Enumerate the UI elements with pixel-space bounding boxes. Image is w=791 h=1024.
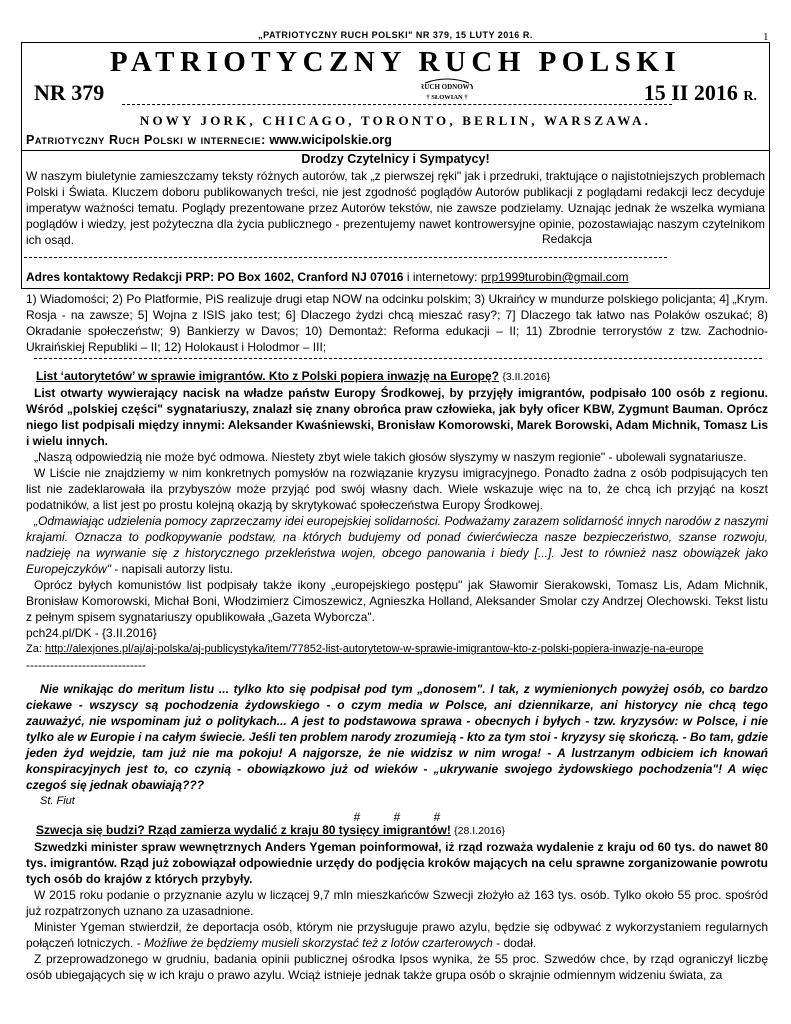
- divider: [34, 358, 762, 359]
- address-rest: i internetowy:: [403, 270, 481, 284]
- article-paragraph: W 2015 roku podanie o przyznanie azylu w liczącej 9,7 mln mieszkańców Szwecji złożyło aż 163 tys. osób. Tylko około 55 proc. spośród już rozpatrzonych uznano za uzasadnione.: [26, 888, 768, 918]
- article-paragraph: Z przeprowadzonego w grudniu, badania opinii publicznej ośrodka Ipsos wynika, że 55 proc. Szwedów chce, by rząd ograniczył liczbę osób ubiegających się w ich kraju o prawo azylu. Wciąż istnieje jednak także grupa osób o skrajnie odmiennym widzeniu świata, za: [26, 952, 768, 982]
- cities-line: NOWY JORK, CHICAGO, TORONTO, BERLIN, WARSZAWA.: [139, 113, 652, 128]
- article-sweden: [26, 822, 768, 983]
- source-link[interactable]: http://alexjones.pl/aj/aj-polska/aj-publicystyka/item/77852-list-autorytetow-w-sprawie-imigrantow-kto-z-polski-popiera-inwazje-na-europe: [44, 643, 704, 655]
- date-text: 15 II 2016: [643, 80, 738, 105]
- article-lead: List otwarty wywierający nacisk na władze państw Europy Środkowej, by przyjęły imigrantów, podpisało 100 osób z regionu. Wśród „polskiej części" sygnatariuszy, znalazł się znany obrońca praw człowieka, jak były oficer KBW, Zygmunt Bauman. Oprócz niego list podpisali między innymi: Aleksander Kwaśniewski, Bronisław Komorowski, Marek Borowski, Adam Michnik, Tomasz Lis i wielu innych.: [26, 386, 768, 448]
- article-paragraph: Oprócz byłych komunistów list podpisały także ikony „europejskiego postępu" jak Sławomir Sierakowski, Tomasz Lis, Adam Michnik, Bronisław Komorowski, Michał Boni, Włodzimierz Cimoszewicz, Agnieszka Holland, Aleksander Smolar czy Andrzej Olechowski. Tekst listu z pełnym spisem sygnatariuszy opublikowała „Gazeta Wyborcza".: [26, 578, 768, 624]
- issue-number: NR 379: [34, 80, 105, 105]
- paragraph-text: Minister Ygeman stwierdził, że deportacja osób, którym nie przysługuje prawo azylu, będzie się odbywać z wykorzystaniem regularnych połączeń lotniczych. -: [26, 920, 768, 950]
- date-suffix: R.: [743, 89, 757, 104]
- intro-text: W naszym biuletynie zamieszczamy teksty różnych autorów, tak „z pierwszej ręki" jak i przedruki, traktujące o najistotniejszych problemach Polski i Świata. Kluczem doboru publikowanych treści, nie jest zgodność poglądów Autorów publikacji z poglądami redakcji lecz decyduje imperatyw ważności tematu. Poglądy prezentowane przez Autorów tekstów, nie zawsze podzielamy. Uznając jednak że wszelka wymiana poglądów i wiedzy, jest pożyteczna dla życia publicznego - prezentujemy nawet kontrowersyjne opinie, pozostawiając naszym czytelnikom ich osąd.: [26, 169, 765, 247]
- address-value: : PO Box 1602, Cranford NJ 07016: [210, 270, 404, 284]
- editor-comment: Nie wnikając do meritum listu ... tylko kto się podpisał pod tym „donosem". I tak, z wymienionych powyżej osób, co bardzo ciekawe - wszyscy są pochodzenia żydowskiego - o czym media w Polsce, ani dziennikarze, ani historycy nie chcą tego zauważyć, nie wspominam już o politykach... A jest to podstawowa sprawa - obecnych i byłych - tzw. kryzysów: w Polsce, i nie tylko ale w Europie i na całym świecie. Jeśli ten problem narody zrozumieją - kto za tym stoi - kryzysy się skończą. - Bo tam, gdzie jeden żyd wejdzie, tam już nie ma pokoju! A najgorsze, że nie widzisz w nim wroga! - A lustrzanym odbiciem ich knowań konspiracyjnych jest to, co czynią - obowiązkowo już od wieków - „ukrywanie swojego żydowskiego pochodzenia"! A więc czegoś się jednak obawiają???: [26, 682, 768, 792]
- newspaper-title: PATRIOTYCZNY RUCH POLSKI: [109, 46, 682, 78]
- article-quote: [26, 513, 768, 577]
- divider: [24, 257, 667, 258]
- quote-text: „Odmawiając udzielenia pomocy zaprzeczamy idei europejskiej solidarności. Podważamy zarazem solidarność innych narodów z naszymi krajami. Oznacza to podkopywanie podstaw, na których budujemy od ponad ćwierćwiecza nasze bezpieczeństwo, szanse rozwoju, nadzieję na wyrwanie się z historycznego przekleństwa wojen, obcego panowania i biedy [...]. Jest to również nasz obowiązek jako Europejczyków": [26, 514, 768, 576]
- article-lead: Szwedzki minister spraw wewnętrznych Anders Ygeman poinformował, iż rząd rozważa wydalenie z kraju od 60 tys. do nawet 80 tys. imigrantów. Rząd już zobowiązał odpowiednie urzędy do podjęcia kroków mających na celu sprawne zorganizowanie powrotu tych osób do krajów z których przybyły.: [26, 840, 768, 886]
- svg-text:RUCH ODNOWY: RUCH ODNOWY: [421, 83, 473, 91]
- website-link[interactable]: www.wicipolskie.org: [269, 133, 392, 147]
- address-label: Adres kontaktowy Redakcji PRP: [26, 270, 211, 284]
- masthead: [21, 42, 770, 289]
- paragraph-end: - dodał.: [492, 936, 537, 950]
- article-dateline: {28.I.2016}: [454, 825, 505, 837]
- quote-text: Możliwe że będziemy musieli skorzystać też z lotów czarterowych: [144, 936, 493, 950]
- article-headline: Szwecja się budzi? Rząd zamierza wydalić z kraju 80 tysięcy imigrantów!: [36, 823, 451, 837]
- article-dateline: {3.II.2016}: [502, 371, 551, 383]
- divider: [22, 150, 769, 151]
- separator: ------------------------------: [26, 658, 146, 672]
- article-paragraph: W Liście nie znajdziemy w nim konkretnych pomysłów na rozwiązanie kryzysu imigracyjnego. Ponadto żadna z osób podpisujących ten list nie zadeklarowała ila przybyszów może przyjąć pod swój własny dach. Wiele wskazuje więc na to, że chcą ich przyjąć na koszt podatników, a list jest po prostu kolejną okazją by skrytykować społeczeństwa Europy Środkowej.: [26, 466, 768, 512]
- svg-text:† SŁOWIAN †: † SŁOWIAN †: [426, 94, 468, 101]
- article-headline-row: [26, 368, 768, 385]
- source-label: Za:: [26, 643, 45, 655]
- internet-label: Patriotyczny Ruch Polski w internecie:: [26, 133, 266, 147]
- table-of-contents: 1) Wiadomości; 2) Po Platformie, PiS realizuje drugi etap NOW na odcinku polskim; 3) Ukraińcy w mundurze polskiego policjanta; 4] „Krym. Rosja - na zawsze; 5] Wojna z ISIS jako test; 6] Dlaczego żydzi chcą mieszać rasy?; 7] Dlaczego tak łatwo nas Polaków oszukać; 8) Okradanie społeczeństw; 9) Bankierzy w Davos; 10) Demontaż: Reforma edukacji – II; 11) Zbrodnie terrorystów z tzw. Zachodnio-Ukraińskiej Republiki – II; 12) Holokaust i Holodmor – III;: [26, 292, 768, 354]
- movement-logo: [421, 77, 473, 107]
- email-link[interactable]: prp1999turobin@gmail.com: [480, 270, 629, 284]
- comment-author: St. Fiut: [40, 795, 75, 807]
- article-source: pch24.pl/DK - {3.II.2016}: [26, 626, 157, 640]
- article-paragraph: [26, 919, 768, 951]
- contact-address: [26, 270, 628, 284]
- intro-signature: Redakcja: [542, 232, 593, 246]
- article-paragraph: „Naszą odpowiedzią nie może być odmowa. Niestety zbyt wiele takich głosów słyszymy w naszym regionie" - ubolewali sygnatariusze.: [34, 450, 747, 464]
- issue-date: [644, 80, 757, 106]
- article-immigrants-letter: [26, 368, 768, 825]
- article-headline: List ‘autorytetów’ w sprawie imigrantów. Kto z Polski popiera inwazję na Europę?: [36, 369, 499, 383]
- divider: [122, 104, 672, 105]
- section-divider: # # #: [353, 810, 441, 824]
- page-number: 1: [763, 31, 769, 43]
- intro-heading: Drodzy Czytelnicy i Sympatycy!: [301, 152, 490, 166]
- quote-attribution: - napisali autorzy listu.: [110, 562, 234, 576]
- running-head: „PATRIOTYCZNY RUCH POLSKI" NR 379, 15 LUTY 2016 R.: [258, 30, 533, 40]
- internet-line: [26, 133, 392, 147]
- source-link-row: [26, 641, 768, 657]
- article-headline-row: [26, 822, 768, 839]
